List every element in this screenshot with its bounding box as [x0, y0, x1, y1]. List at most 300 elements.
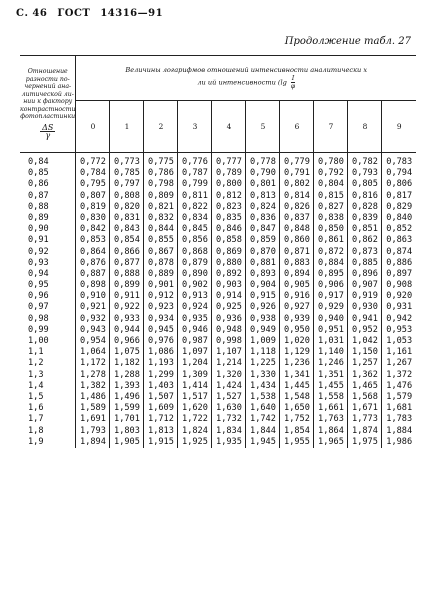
table-cell: 0,837: [284, 212, 310, 223]
table-cell: 0,966: [114, 336, 140, 346]
table-cell: 1,589: [80, 403, 106, 414]
table-cell: 0,880: [216, 257, 242, 268]
table-cell: 1,031: [318, 336, 344, 346]
table-cell: 0,938: [250, 313, 276, 324]
table-cell: 0,814: [284, 190, 310, 201]
left-header-line: фотопластинки: [20, 113, 76, 121]
table-cell: 1,945: [250, 436, 276, 447]
ratio-value: 0,96: [28, 291, 49, 302]
table-cell: 0,860: [284, 235, 310, 246]
table-cell: 0,821: [148, 201, 174, 212]
table-cell: 1,844: [250, 425, 276, 436]
table-cell: 0,846: [216, 224, 242, 235]
table-cell: 1,150: [352, 347, 378, 358]
table-cell: 0,823: [216, 201, 242, 212]
table-cell: 0,879: [182, 257, 208, 268]
table-cell: 0,905: [284, 280, 310, 291]
table-cell: 0,868: [182, 246, 208, 257]
value-column-2: [144, 153, 178, 448]
table-cell: 1,793: [80, 425, 106, 436]
value-column-8: [348, 153, 382, 448]
table-cell: 0,932: [80, 313, 106, 324]
table-cell: 0,953: [386, 324, 413, 335]
table-cell: 1,445: [284, 380, 310, 391]
table-cell: 0,936: [216, 313, 242, 324]
table-cell: 1,650: [284, 403, 310, 414]
table-cell: 0,930: [352, 302, 378, 313]
standard-number: 14316—91: [100, 8, 164, 19]
ratio-value: 0,93: [28, 257, 49, 268]
left-header: [20, 56, 76, 153]
ratio-value: 0,94: [28, 268, 49, 279]
table-cell: 1,330: [250, 369, 276, 380]
table-cell: 0,785: [114, 168, 140, 179]
table-cell: 0,927: [284, 302, 310, 313]
table-cell: 0,834: [182, 212, 208, 223]
ratio-value: 0,99: [28, 324, 49, 335]
value-column-0: [76, 153, 110, 448]
table-cell: 0,839: [352, 212, 378, 223]
table-cell: 0,922: [114, 302, 140, 313]
table-cell: 0,913: [182, 291, 208, 302]
table-cell: 1,630: [216, 403, 242, 414]
table-cell: 1,403: [148, 380, 174, 391]
table-cell: 1,834: [216, 425, 242, 436]
table-cell: 0,831: [114, 212, 140, 223]
table-cell: 1,935: [216, 436, 242, 447]
table-cell: 1,236: [284, 358, 310, 369]
ratio-value: 0,85: [28, 168, 49, 179]
table-cell: 1,558: [318, 391, 344, 402]
table-cell: 1,476: [386, 380, 413, 391]
table-cell: 1,351: [318, 369, 344, 380]
table-cell: 1,763: [318, 414, 344, 425]
table-cell: 0,933: [114, 313, 140, 324]
table-cell: 0,885: [352, 257, 378, 268]
table-cell: 0,863: [386, 235, 413, 246]
table-cell: 0,917: [318, 291, 344, 302]
table-cell: 1,732: [216, 414, 242, 425]
column-header-3: 3: [178, 101, 212, 153]
table-cell: 0,912: [148, 291, 174, 302]
table-cell: 0,809: [148, 190, 174, 201]
table-cell: 1,042: [352, 336, 378, 346]
ratio-value: 1,8: [28, 425, 44, 436]
table-cell: 0,856: [182, 235, 208, 246]
ratio-value: 1,7: [28, 414, 44, 425]
table-cell: 1,118: [250, 347, 276, 358]
table-cell: 0,904: [250, 280, 276, 291]
table-cell: 1,246: [318, 358, 344, 369]
table-cell: 0,789: [216, 168, 242, 179]
ratio-value: 0,95: [28, 280, 49, 291]
table-cell: 0,952: [352, 324, 378, 335]
table-cell: 0,793: [352, 168, 378, 179]
table-cell: 0,813: [250, 190, 276, 201]
table-cell: 1,341: [284, 369, 310, 380]
table-cell: 0,884: [318, 257, 344, 268]
table-cell: 0,783: [386, 157, 413, 167]
table-cell: 0,779: [284, 157, 310, 167]
table-cell: 0,811: [182, 190, 208, 201]
table-cell: 0,910: [80, 291, 106, 302]
table-cell: 0,902: [182, 280, 208, 291]
table-cell: 0,878: [148, 257, 174, 268]
table-cell: 0,870: [250, 246, 276, 257]
table-cell: 1,854: [284, 425, 310, 436]
table-cell: 1,278: [80, 369, 106, 380]
table-cell: 0,998: [216, 336, 242, 346]
table-cell: 0,924: [182, 302, 208, 313]
table-cell: 0,844: [148, 224, 174, 235]
table-cell: 0,883: [284, 257, 310, 268]
table-cell: 1,097: [182, 347, 208, 358]
table-cell: 1,161: [386, 347, 413, 358]
table-cell: 0,946: [182, 324, 208, 335]
table-cell: 0,828: [352, 201, 378, 212]
table-cell: 0,782: [352, 157, 378, 167]
table-cell: 0,941: [352, 313, 378, 324]
ratio-value: 1,4: [28, 380, 44, 391]
table-cell: 1,783: [386, 414, 413, 425]
table-cell: 0,866: [114, 246, 140, 257]
table-cell: 0,887: [80, 268, 106, 279]
span-header-line1: Величины логарифмов отношений интенсивности аналитически х: [125, 66, 368, 74]
table-cell: 0,872: [318, 246, 344, 257]
table-cell: 1,496: [114, 391, 140, 402]
table-cell: 0,876: [80, 257, 106, 268]
table-cell: 0,920: [386, 291, 413, 302]
table-cell: 0,899: [114, 280, 140, 291]
data-table: [20, 55, 416, 448]
ratio-value: 1,3: [28, 369, 44, 380]
table-cell: 0,921: [80, 302, 106, 313]
table-cell: 1,773: [352, 414, 378, 425]
table-cell: 1,752: [284, 414, 310, 425]
table-cell: 0,776: [182, 157, 208, 167]
table-cell: 0,797: [114, 179, 140, 190]
column-header-9: 9: [382, 101, 416, 153]
table-cell: 1,086: [148, 347, 174, 358]
ratio-value: 1,6: [28, 403, 44, 414]
table-cell: 0,903: [216, 280, 242, 291]
table-cell: 1,267: [386, 358, 413, 369]
table-cell: 0,939: [284, 313, 310, 324]
table-cell: 0,949: [250, 324, 276, 335]
table-cell: 0,786: [148, 168, 174, 179]
table-cell: 0,801: [250, 179, 276, 190]
table-cell: 0,897: [386, 268, 413, 279]
table-cell: 0,798: [148, 179, 174, 190]
table-cell: 0,806: [386, 179, 413, 190]
table-cell: 1,020: [284, 336, 310, 346]
table-cell: 1,965: [318, 436, 344, 447]
table-cell: 1,527: [216, 391, 242, 402]
table-cell: 0,804: [318, 179, 344, 190]
table-cell: 0,843: [114, 224, 140, 235]
table-cell: 1,507: [148, 391, 174, 402]
table-cell: 0,827: [318, 201, 344, 212]
table-cell: 1,107: [216, 347, 242, 358]
table-cell: 0,873: [352, 246, 378, 257]
table-cell: 0,951: [318, 324, 344, 335]
formula-numerator: ΔS: [42, 122, 54, 132]
table-cell: 1,568: [352, 391, 378, 402]
table-cell: 1,299: [148, 369, 174, 380]
table-cell: 0,842: [80, 224, 106, 235]
left-formula: [20, 124, 75, 140]
table-cell: 0,864: [80, 246, 106, 257]
table-cell: 0,923: [148, 302, 174, 313]
table-cell: 0,889: [148, 268, 174, 279]
table-cell: 1,320: [216, 369, 242, 380]
table-cell: 0,817: [386, 190, 413, 201]
table-cell: 1,140: [318, 347, 344, 358]
table-cell: 0,869: [216, 246, 242, 257]
table-cell: 0,906: [318, 280, 344, 291]
table-cell: 1,701: [114, 414, 140, 425]
left-header-line: литической ли-: [21, 90, 74, 98]
table-cell: 0,948: [216, 324, 242, 335]
value-column-9: [382, 153, 416, 448]
table-cell: 0,894: [284, 268, 310, 279]
table-cell: 0,826: [284, 201, 310, 212]
ratio-value: 0,89: [28, 212, 49, 223]
formula-denominator: γ: [45, 131, 51, 141]
table-cell: 0,824: [250, 201, 276, 212]
table-cell: 1,182: [114, 358, 140, 369]
span-header-line2: ли ий интенсивности (lg $\frac{I}{\varphi}$: [197, 75, 296, 90]
table-cell: 1,129: [284, 347, 310, 358]
table-cell: 1,193: [148, 358, 174, 369]
table-cell: 0,931: [386, 302, 413, 313]
table-cell: 0,800: [216, 179, 242, 190]
value-column-3: [178, 153, 212, 448]
left-header-line: контрастности: [20, 105, 76, 113]
table-cell: 0,805: [352, 179, 378, 190]
table-cell: 1,620: [182, 403, 208, 414]
table-cell: 0,802: [284, 179, 310, 190]
table-cell: 0,854: [114, 235, 140, 246]
ratio-value: 0,91: [28, 235, 49, 246]
table-cell: 0,901: [148, 280, 174, 291]
table-cell: 0,874: [386, 246, 413, 257]
table-cell: 0,895: [318, 268, 344, 279]
table-cell: 1,742: [250, 414, 276, 425]
page-number: С. 46: [16, 8, 48, 19]
table-cell: 1,225: [250, 358, 276, 369]
table-cell: 0,772: [80, 157, 106, 167]
table-cell: 1,874: [352, 425, 378, 436]
table-cell: 1,691: [80, 414, 106, 425]
span-frac-num: I: [291, 75, 295, 82]
table-cell: 0,861: [318, 235, 344, 246]
ratio-value: 1,00: [28, 336, 49, 346]
table-cell: 0,916: [284, 291, 310, 302]
table-cell: 1,424: [216, 380, 242, 391]
span-frac-den: φ: [290, 83, 296, 90]
table-cell: 0,778: [250, 157, 276, 167]
column-header-1: 1: [110, 101, 144, 153]
table-cell: 1,393: [114, 380, 140, 391]
table-cell: 0,862: [352, 235, 378, 246]
table-cell: 0,819: [80, 201, 106, 212]
table-cell: 0,940: [318, 313, 344, 324]
table-cell: 0,935: [182, 313, 208, 324]
column-header-2: 2: [144, 101, 178, 153]
table-cell: 0,976: [148, 336, 174, 346]
table-cell: 0,790: [250, 168, 276, 179]
value-column-6: [280, 153, 314, 448]
table-cell: 0,820: [114, 201, 140, 212]
table-cell: 1,009: [250, 336, 276, 346]
table-cell: 0,929: [318, 302, 344, 313]
table-cell: 0,871: [284, 246, 310, 257]
left-header-line: чернений ана-: [24, 83, 72, 91]
table-cell: 0,907: [352, 280, 378, 291]
ratio-value: 0,88: [28, 201, 49, 212]
table-cell: 0,858: [216, 235, 242, 246]
table-cell: 1,579: [386, 391, 413, 402]
table-cell: 0,859: [250, 235, 276, 246]
table-cell: 0,892: [216, 268, 242, 279]
ratio-value: 0,97: [28, 302, 49, 313]
table-cell: 0,943: [80, 324, 106, 335]
table-cell: 1,925: [182, 436, 208, 447]
table-cell: 0,832: [148, 212, 174, 223]
table-cell: 1,803: [114, 425, 140, 436]
column-header-7: 7: [314, 101, 348, 153]
table-cell: 0,945: [148, 324, 174, 335]
table-cell: 0,784: [80, 168, 106, 179]
table-cell: 1,824: [182, 425, 208, 436]
table-cell: 1,538: [250, 391, 276, 402]
table-cell: 1,486: [80, 391, 106, 402]
ratio-value: 0,87: [28, 190, 49, 201]
ratio-value: 0,90: [28, 224, 49, 235]
table-cell: 1,372: [386, 369, 413, 380]
table-cell: 0,794: [386, 168, 413, 179]
value-column-4: [212, 153, 246, 448]
table-cell: 0,773: [114, 157, 140, 167]
ratio-value: 1,9: [28, 436, 44, 447]
table-cell: 1,864: [318, 425, 344, 436]
table-cell: 1,681: [386, 403, 413, 414]
table-cell: 0,795: [80, 179, 106, 190]
table-cell: 1,309: [182, 369, 208, 380]
table-cell: 0,835: [216, 212, 242, 223]
table-cell: 0,775: [148, 157, 174, 167]
table-cell: 1,905: [114, 436, 140, 447]
table-cell: 0,816: [352, 190, 378, 201]
table-cell: 0,853: [80, 235, 106, 246]
table-cell: 1,640: [250, 403, 276, 414]
table-cell: 0,845: [182, 224, 208, 235]
span-header: [76, 56, 416, 101]
table-cell: 1,455: [318, 380, 344, 391]
table-cell: 1,609: [148, 403, 174, 414]
table-cell: 1,382: [80, 380, 106, 391]
table-cell: 0,777: [216, 157, 242, 167]
left-header-line: нии к фактору: [23, 98, 73, 106]
table-cell: 1,813: [148, 425, 174, 436]
table-cell: 0,867: [148, 246, 174, 257]
table-cell: 0,840: [386, 212, 413, 223]
table-cell: 0,908: [386, 280, 413, 291]
table-cell: 1,975: [352, 436, 378, 447]
table-cell: 0,851: [352, 224, 378, 235]
table-cell: 1,214: [216, 358, 242, 369]
table-cell: 0,898: [80, 280, 106, 291]
value-column-7: [314, 153, 348, 448]
table-cell: 0,890: [182, 268, 208, 279]
column-header-4: 4: [212, 101, 246, 153]
table-cell: 1,414: [182, 380, 208, 391]
ratio-column: [20, 153, 76, 448]
table-cell: 0,926: [250, 302, 276, 313]
column-header-0: 0: [76, 101, 110, 153]
table-cell: 0,822: [182, 201, 208, 212]
table-cell: 0,848: [284, 224, 310, 235]
table-cell: 0,919: [352, 291, 378, 302]
table-cell: 0,787: [182, 168, 208, 179]
table-cell: 0,838: [318, 212, 344, 223]
table-cell: 1,204: [182, 358, 208, 369]
table-cell: 0,847: [250, 224, 276, 235]
left-header-line: разности по-: [25, 75, 70, 83]
table-cell: 0,896: [352, 268, 378, 279]
table-cell: 0,911: [114, 291, 140, 302]
table-cell: 1,955: [284, 436, 310, 447]
table-cell: 0,881: [250, 257, 276, 268]
table-cell: 0,914: [216, 291, 242, 302]
table-cell: 0,815: [318, 190, 344, 201]
ratio-value: 0,86: [28, 179, 49, 190]
ratio-value: 0,98: [28, 313, 49, 324]
table-cell: 0,808: [114, 190, 140, 201]
table-cell: 1,434: [250, 380, 276, 391]
column-header-8: 8: [348, 101, 382, 153]
table-cell: 1,288: [114, 369, 140, 380]
table-cell: 0,954: [80, 336, 106, 346]
table-cell: 0,799: [182, 179, 208, 190]
table-cell: 0,852: [386, 224, 413, 235]
table-cell: 0,812: [216, 190, 242, 201]
table-cell: 0,829: [386, 201, 413, 212]
table-cell: 1,712: [148, 414, 174, 425]
table-cell: 0,942: [386, 313, 413, 324]
column-header-6: 6: [280, 101, 314, 153]
ratio-value: 1,1: [28, 347, 44, 358]
table-cell: 0,836: [250, 212, 276, 223]
table-cell: 0,950: [284, 324, 310, 335]
table-cell: 0,792: [318, 168, 344, 179]
ratio-value: 1,2: [28, 358, 44, 369]
table-cell: 0,877: [114, 257, 140, 268]
table-cell: 0,780: [318, 157, 344, 167]
table-cell: 1,064: [80, 347, 106, 358]
table-cell: 0,791: [284, 168, 310, 179]
page-header: [16, 8, 169, 19]
value-column-1: [110, 153, 144, 448]
table-cell: 1,894: [80, 436, 106, 447]
left-header-line: Отношение: [27, 68, 68, 76]
column-header-5: 5: [246, 101, 280, 153]
value-column-5: [246, 153, 280, 448]
table-cell: 1,986: [386, 436, 413, 447]
ratio-value: 0,92: [28, 246, 49, 257]
table-cell: 0,893: [250, 268, 276, 279]
